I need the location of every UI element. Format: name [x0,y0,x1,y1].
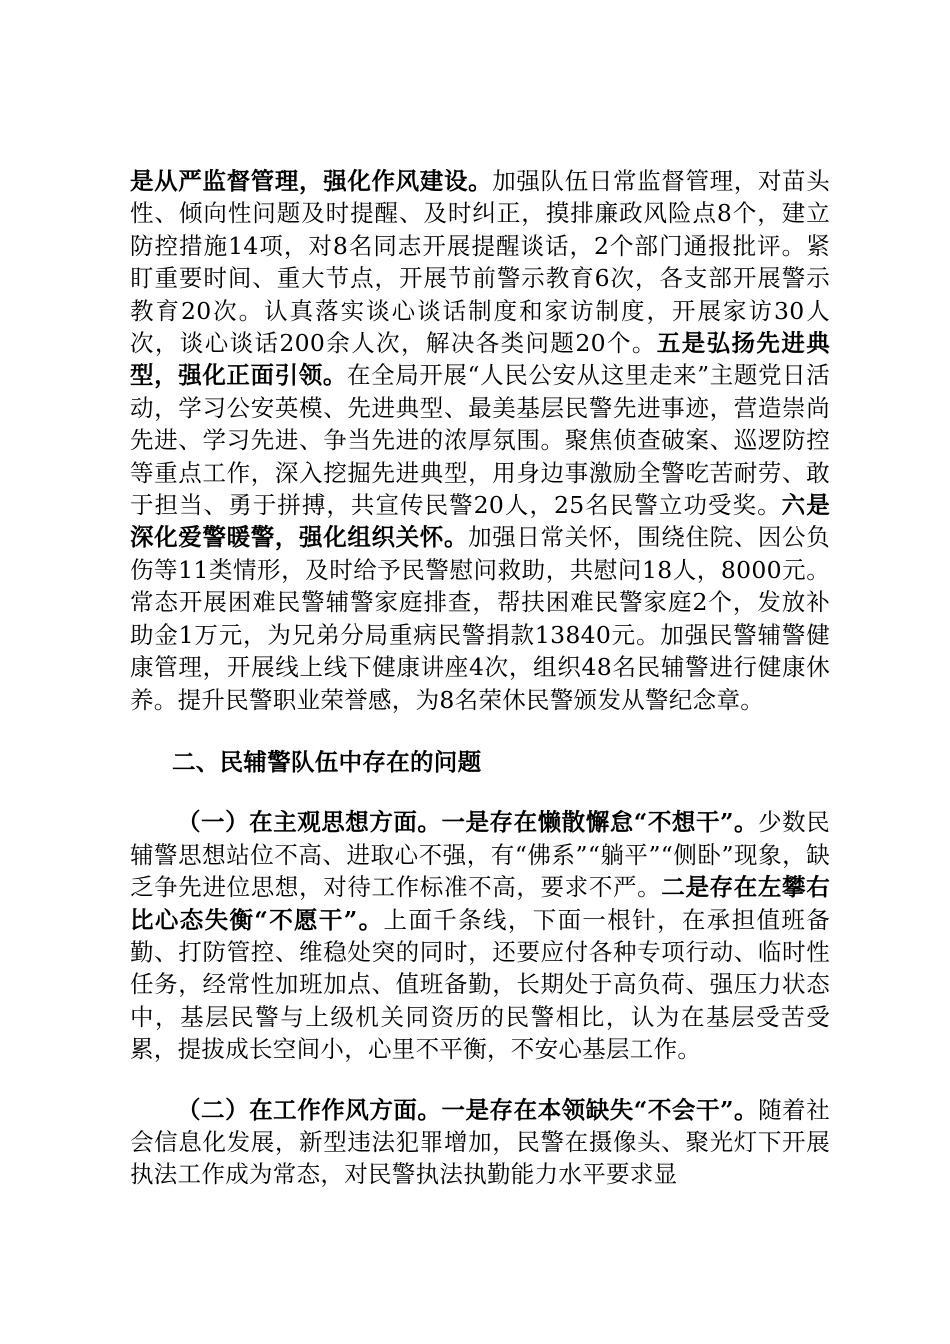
text-subjective: 少数民辅警思想站位不高、进取心不强，有“佛系”“躺平”“侧卧”现象，缺乏争先进位思想，对待工作标准不高，要求不严。 [130,808,830,902]
paragraph-supervision [130,165,830,716]
paragraph-work-style [130,1094,830,1191]
document-page [130,165,830,1191]
paragraph-subjective-thinking [130,806,830,1065]
text-supervision: 加强队伍日常监督管理，对苗头性、倾向性问题及时提醒、及时纠正，摸排廉政风险点8个，建立防控措施14项，对8名同志开展提醒谈话，2个部门通报批评。紧盯重要时间、重大节点，开展节前警示教育6次，各支部开展警示教育20次。认真落实谈心谈话制度和家访制度，开展家访30人次，谈心谈话200余人次，解决各类问题20个。 [130,167,830,358]
bold-lead-supervision: 是从严监督管理，强化作风建设。 [130,167,493,195]
text-care: 加强日常关怀，围绕住院、因公负伤等11类情形，及时给予民警慰问救助，共慰问18人，8000元。常态开展困难民警辅警家庭排查，帮扶困难民警家庭2个，发放补助金1万元，为兄弟分局重病民警捐款13840元。加强民警辅警健康管理，开展线上线下健康讲座4次，组织48名民辅警进行健康休养。提升民警职业荣誉感，为8名荣休民警颁发从警纪念章。 [130,523,831,714]
text-work-style: 随着社会信息化发展，新型违法犯罪增加，民警在摄像头、聚光灯下开展执法工作成为常态，对民警执法执勤能力水平要求显 [130,1095,830,1189]
bold-lead-care: 六是深化爱警暖警，强化组织关怀。 [130,491,830,552]
bold-lead-subjective: （一）在主观思想方面。一是存在懒散懈怠“不想干”。 [177,808,759,837]
section-heading-problems: 二、民辅警队伍中存在的问题 [172,747,482,776]
text-imbalance: 上面千条线，下面一根针，在承担值班备勤、打防管控、维稳处突的同时，还要应付各种专项行动、临时性任务，经常性加班加点、值班备勤，长期处于高负荷、强压力状态中，基层民警与上级机关同资历的民警相比，认为在基层受苦受累，提拔成长空间小，心里不平衡，不安心基层工作。 [130,905,830,1064]
bold-lead-role-models: 五是弘扬先进典型，强化正面引领。 [130,329,830,390]
bold-lead-imbalance: 二是存在左攀右比心态失衡“不愿干”。 [130,873,830,934]
bold-lead-work-style: （二）在工作作风方面。一是存在本领缺失“不会干”。 [177,1095,759,1124]
text-role-models: 在全局开展“人民公安从这里走来”主题党日活动，学习公安英模、先进典型、最美基层民警先进事迹，营造崇尚先进、学习先进、争当先进的浓厚氛围。聚焦侦查破案、巡逻防控等重点工作，深入挖掘先进典型，用身边事激励全警吃苦耐劳、敢于担当、勇于拼搏，共宣传民警20人，25名民警立功受奖。 [130,361,830,520]
